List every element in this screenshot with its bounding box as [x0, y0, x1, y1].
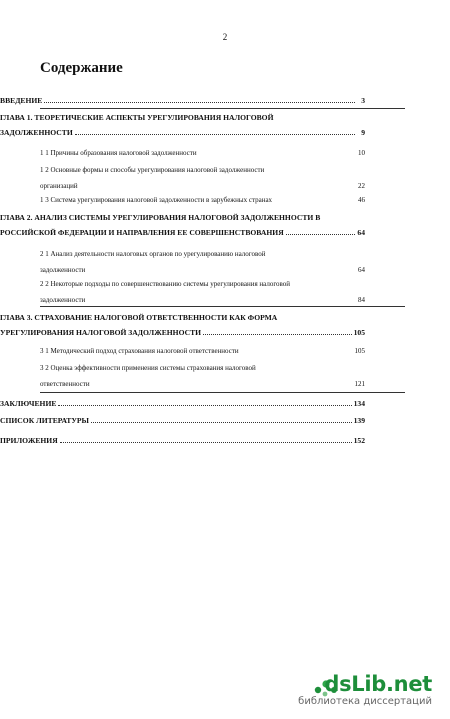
- toc-page-number: 105: [354, 347, 365, 355]
- toc-entry-title: задолженности: [40, 296, 86, 304]
- toc-page-number: 46: [358, 196, 365, 204]
- toc-entry-title: организаций: [40, 182, 78, 190]
- toc-entry-title: РОССИЙСКОЙ ФЕДЕРАЦИИ И НАПРАВЛЕНИЯ ЕЕ СОВЕРШЕНСТВОВАНИЯ: [0, 228, 284, 237]
- toc-entry-title: задолженности: [40, 266, 86, 274]
- toc-entry-title: 3 2 Оценка эффективности применения системы страхования налоговой: [40, 364, 256, 372]
- toc-entry: [0, 433, 365, 448]
- toc-entry-title: 1 1 Причины образования налоговой задолженности: [40, 149, 197, 157]
- toc-entry-title: ЗАКЛЮЧЕНИЕ: [0, 399, 57, 408]
- toc-page-number: 9: [361, 128, 365, 137]
- toc-entry-title: ответственности: [40, 380, 90, 388]
- toc-entry-title: ГЛАВА 1. ТЕОРЕТИЧЕСКИЕ АСПЕКТЫ УРЕГУЛИРОВАНИЯ НАЛОГОВОЙ: [0, 113, 274, 122]
- section-divider: [40, 392, 405, 393]
- section-divider: [40, 306, 405, 307]
- toc-entry-title: 2 1 Анализ деятельности налоговых органов по урегулированию налоговой: [40, 250, 266, 258]
- toc-leader: [203, 327, 352, 335]
- toc-entry: [40, 276, 365, 308]
- toc-page-number: 22: [358, 182, 365, 190]
- toc-heading: Содержание: [40, 60, 123, 76]
- toc-entry: [0, 210, 365, 240]
- toc-entry-title: УРЕГУЛИРОВАНИЯ НАЛОГОВОЙ ЗАДОЛЖЕННОСТИ: [0, 328, 202, 337]
- toc-page-number: 105: [353, 328, 365, 337]
- toc-entry-title: ЗАДОЛЖЕННОСТИ: [0, 128, 73, 137]
- toc-page-number: 84: [358, 296, 365, 304]
- toc-entry: [0, 93, 365, 108]
- toc-page-number: 64: [357, 228, 365, 237]
- toc-entry: [40, 360, 365, 392]
- toc-entry-title: 2 2 Некоторые подходы по совершенствованию системы урегулирования налоговой: [40, 280, 291, 288]
- watermark-logo: dsLib.net: [324, 672, 432, 696]
- toc-entry-title: ВВЕДЕНИЕ: [0, 96, 43, 105]
- toc-page-number: 152: [353, 436, 365, 445]
- toc-leader: [75, 127, 355, 135]
- toc-page-number: 134: [353, 399, 365, 408]
- toc-entry: [40, 145, 365, 161]
- watermark: [298, 672, 432, 707]
- toc-page-number: 3: [361, 96, 365, 105]
- watermark-subtitle: библиотека диссертаций: [298, 696, 432, 707]
- toc-leader: [60, 435, 352, 443]
- toc-entry: [40, 162, 365, 194]
- page-number: 2: [222, 32, 228, 42]
- toc-entry: [0, 396, 365, 411]
- toc-entry-title: ПРИЛОЖЕНИЯ: [0, 436, 58, 445]
- toc-page-number: 10: [358, 149, 365, 157]
- toc-entry: [0, 110, 365, 140]
- toc-entry-title: ГЛАВА 2. АНАЛИЗ СИСТЕМЫ УРЕГУЛИРОВАНИЯ НАЛОГОВОЙ ЗАДОЛЖЕННОСТИ В: [0, 213, 321, 222]
- toc-entry: [40, 343, 365, 359]
- toc-entry-title: СПИСОК ЛИТЕРАТУРЫ: [0, 416, 90, 425]
- toc-leader: [58, 398, 351, 406]
- toc-entry: [40, 192, 365, 208]
- toc-page-number: 139: [353, 416, 365, 425]
- toc-entry-title: 3 1 Методический подход страхования налоговой ответственности: [40, 347, 239, 355]
- toc-leader: [44, 95, 355, 103]
- toc-page-number: 121: [354, 380, 365, 388]
- toc-leader: [286, 227, 355, 235]
- toc-entry-title: ГЛАВА 3. СТРАХОВАНИЕ НАЛОГОВОЙ ОТВЕТСТВЕННОСТИ КАК ФОРМА: [0, 313, 278, 322]
- toc-entry: [0, 413, 365, 428]
- toc-page-number: 64: [358, 266, 365, 274]
- toc-entry: [0, 310, 365, 340]
- toc-entry-title: 1 3 Система урегулирования налоговой задолженности в зарубежных странах: [40, 196, 273, 204]
- section-divider: [40, 108, 405, 109]
- toc-entry: [40, 246, 365, 278]
- toc-entry-title: 1 2 Основные формы и способы урегулирования налоговой задолженности: [40, 166, 265, 174]
- toc-leader: [91, 415, 352, 423]
